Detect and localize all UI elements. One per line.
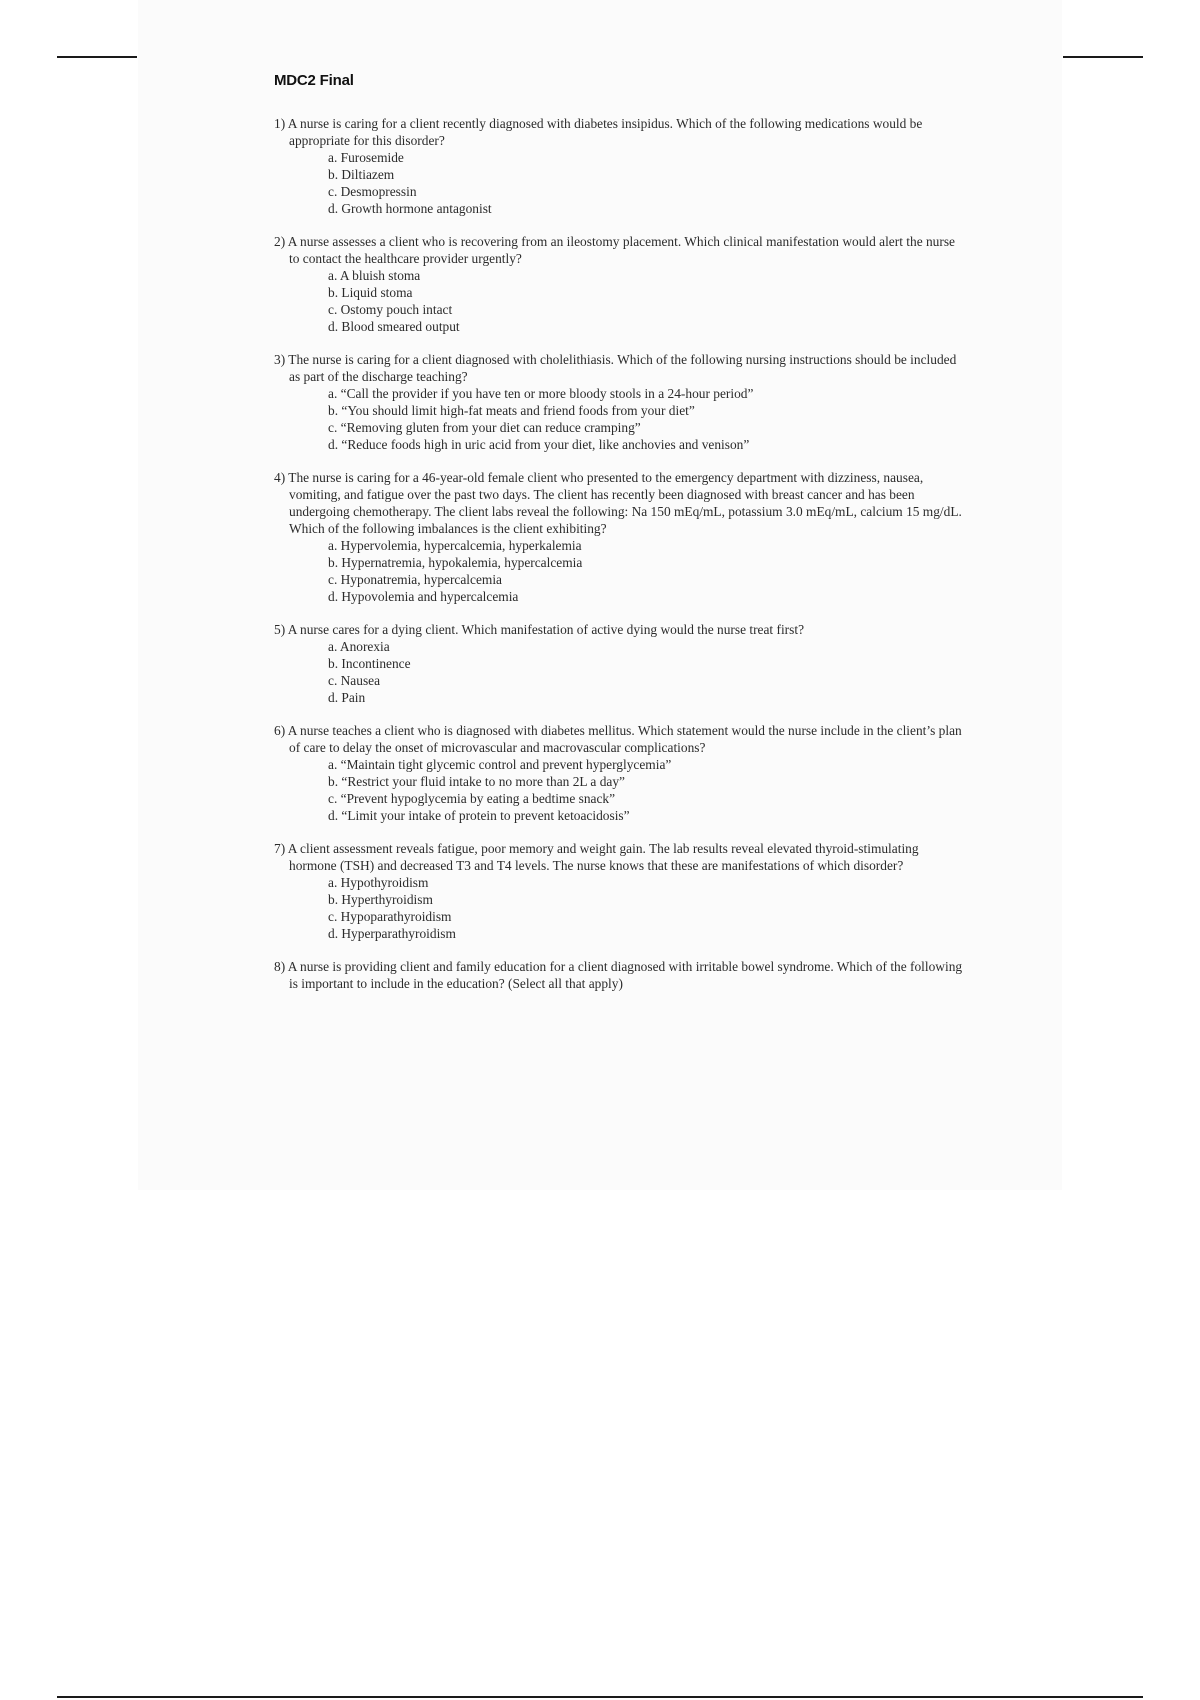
question-7 — [274, 840, 964, 942]
question-stem: 7) A client assessment reveals fatigue, poor memory and weight gain. The lab results reveal elevated thyroid-stimulating hormone (TSH) and decreased T3 and T4 levels. The nurse knows that these are manifestations of which disorder? — [274, 841, 919, 873]
answer-option: c. “Removing gluten from your diet can reduce cramping” — [328, 420, 641, 435]
answer-option: c. Hypoparathyroidism — [328, 909, 452, 924]
answer-option: d. Blood smeared output — [328, 319, 460, 334]
answer-option: b. Diltiazem — [328, 167, 395, 182]
question-stem: 2) A nurse assesses a client who is recovering from an ileostomy placement. Which clinical manifestation would alert the nurse to contact the healthcare provider urgently? — [274, 234, 955, 266]
answer-option: a. “Maintain tight glycemic control and prevent hyperglycemia” — [328, 757, 672, 772]
answer-option: d. Hypovolemia and hypercalcemia — [328, 589, 519, 604]
question-2 — [274, 233, 964, 335]
answer-option: a. Furosemide — [328, 150, 404, 165]
question-stem: 4) The nurse is caring for a 46-year-old female client who presented to the emergency department with dizziness, nausea, vomiting, and fatigue over the past two days. The client has recently been diagnosed with breast cancer and has been undergoing chemotherapy. The client labs reveal the following: Na 150 mEq/mL, potassium 3.0 mEq/mL, calcium 15 mg/dL. Which of the following imbalances is the client exhibiting? — [274, 470, 962, 536]
question-stem: 1) A nurse is caring for a client recently diagnosed with diabetes insipidus. Which of the following medications would be appropriate for this disorder? — [274, 116, 923, 148]
answer-option: c. Desmopressin — [328, 184, 417, 199]
question-1 — [274, 115, 964, 217]
answer-option: a. Hypervolemia, hypercalcemia, hyperkalemia — [328, 538, 582, 553]
footer-rule — [57, 1696, 1143, 1698]
answer-option: b. Hypernatremia, hypokalemia, hypercalcemia — [328, 555, 583, 570]
question-5 — [274, 621, 964, 706]
answer-option: c. Hyponatremia, hypercalcemia — [328, 572, 502, 587]
answer-options — [274, 756, 964, 824]
question-8 — [274, 958, 964, 992]
answer-options — [274, 385, 964, 453]
answer-option: b. “You should limit high-fat meats and friend foods from your diet” — [328, 403, 695, 418]
question-4 — [274, 469, 964, 605]
answer-option: b. Hyperthyroidism — [328, 892, 433, 907]
answer-option: c. Nausea — [328, 673, 381, 688]
document-title: MDC2 Final — [274, 72, 354, 89]
question-stem: 5) A nurse cares for a dying client. Which manifestation of active dying would the nurse treat first? — [274, 622, 805, 637]
answer-options — [274, 149, 964, 217]
question-3 — [274, 351, 964, 453]
answer-options — [274, 537, 964, 605]
answer-options — [274, 874, 964, 942]
answer-option: b. Incontinence — [328, 656, 411, 671]
answer-option: b. Liquid stoma — [328, 285, 413, 300]
document-body — [274, 72, 964, 1008]
header-rule-right — [1063, 56, 1143, 58]
question-list — [274, 115, 964, 992]
answer-option: d. “Limit your intake of protein to prevent ketoacidosis” — [328, 808, 630, 823]
answer-option: d. Hyperparathyroidism — [328, 926, 456, 941]
header-rule-left — [57, 56, 137, 58]
answer-option: d. Growth hormone antagonist — [328, 201, 492, 216]
question-stem: 6) A nurse teaches a client who is diagnosed with diabetes mellitus. Which statement would the nurse include in the client’s plan of care to delay the onset of microvascular and macrovascular complications? — [274, 723, 962, 755]
answer-option: c. “Prevent hypoglycemia by eating a bedtime snack” — [328, 791, 616, 806]
answer-option: a. Hypothyroidism — [328, 875, 429, 890]
answer-option: a. Anorexia — [328, 639, 390, 654]
answer-option: c. Ostomy pouch intact — [328, 302, 453, 317]
answer-option: b. “Restrict your fluid intake to no more than 2L a day” — [328, 774, 625, 789]
answer-options — [274, 267, 964, 335]
answer-option: a. A bluish stoma — [328, 268, 421, 283]
answer-option: d. Pain — [328, 690, 366, 705]
question-6 — [274, 722, 964, 824]
answer-option: a. “Call the provider if you have ten or more bloody stools in a 24-hour period” — [328, 386, 754, 401]
question-stem: 8) A nurse is providing client and family education for a client diagnosed with irritable bowel syndrome. Which of the following is important to include in the education? (Select all that apply) — [274, 959, 963, 991]
answer-options — [274, 638, 964, 706]
question-stem: 3) The nurse is caring for a client diagnosed with cholelithiasis. Which of the following nursing instructions should be included as part of the discharge teaching? — [274, 352, 957, 384]
answer-option: d. “Reduce foods high in uric acid from your diet, like anchovies and venison” — [328, 437, 750, 452]
